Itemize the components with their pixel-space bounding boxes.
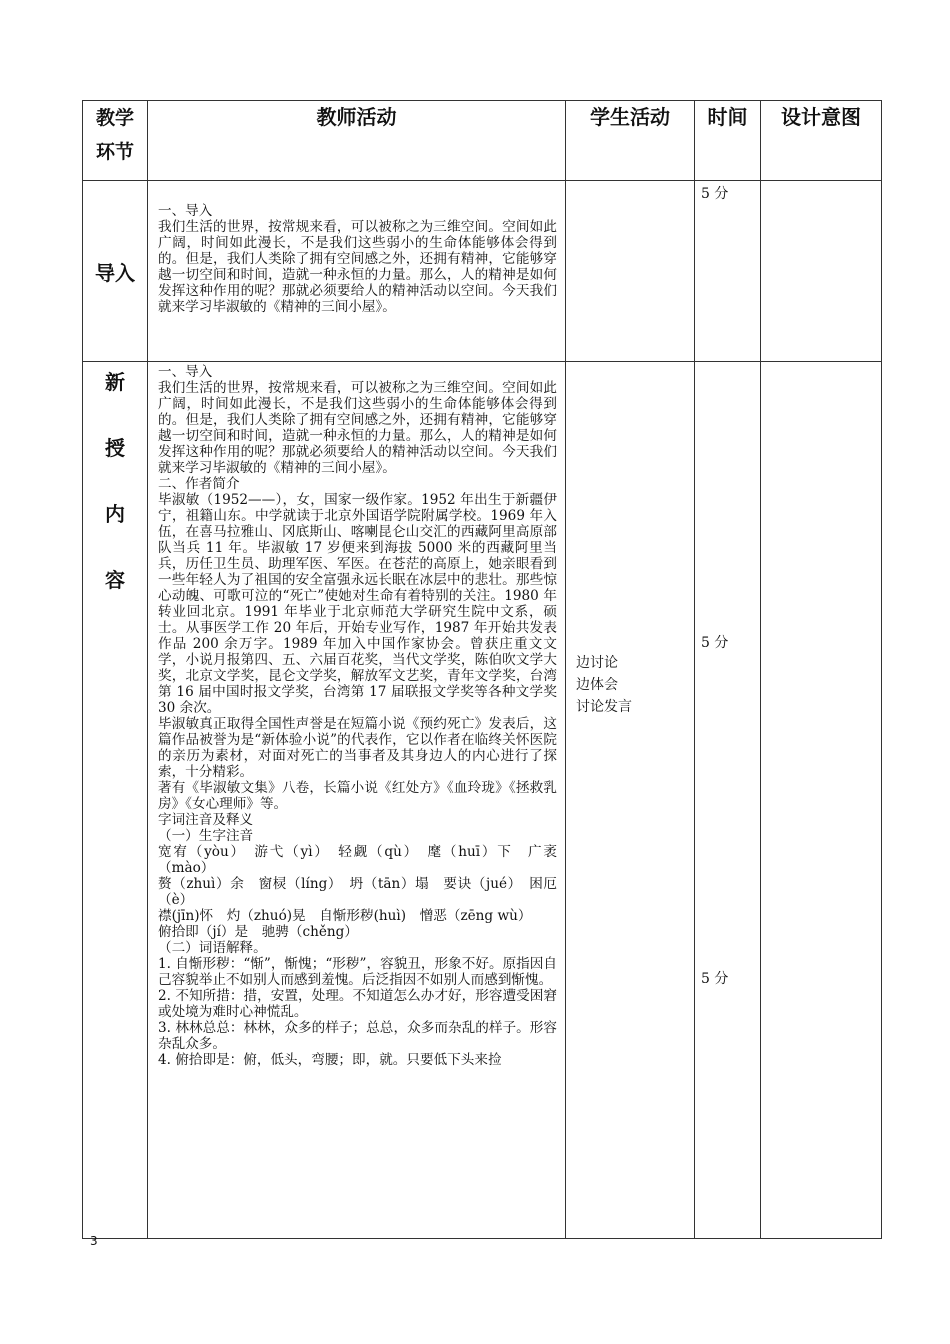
stage-intro: 导入 bbox=[83, 181, 148, 362]
paragraph: 著有《毕淑敏文集》八卷，长篇小说《红处方》《血玲珑》《拯救乳房》《女心理师》等。 bbox=[158, 780, 557, 812]
section-heading: 字词注音及释义 bbox=[158, 812, 254, 828]
definition-item: 3. 林林总总：林林，众多的样子；总总，众多而杂乱的样子。形容杂乱众多。 bbox=[158, 1020, 557, 1052]
student-activity-item: 讨论发言 bbox=[576, 699, 632, 715]
student-activity-list bbox=[576, 652, 632, 718]
paragraph: 毕淑敏（1952——），女，国家一级作家。1952 年出生于新疆伊宁，祖籍山东。中学就读于北京外国语学院附属学校。1969 年入伍，在喜马拉雅山、冈底斯山、喀喇昆仑山交汇的西藏阿里高原部队当兵 11 年。毕淑敏 17 岁便来到海拔 5000 米的西藏阿里当兵，历任卫生员、助理军医、军医。在苍茫的高原上，她亲眼看到一些年轻人为了祖国的安全富强永远长眠在冰层中的悲壮。那些惊心动魄、可歌可泣的“死亡”使她对生命有着特别的关注。1980 年转业回北京。1991 年毕业于北京师范大学研究生院中文系，硕士。从事医学工作 20 年后，开始专业写作，1987 年开始共发表作品 200 余万字。1989 年加入中国作家协会。曾获庄重文文学，小说月报第四、五、六届百花奖，当代文学奖，陈伯吹文学大奖，北京文学奖，昆仑文学奖，解放军文艺奖，青年文学奖，台湾第 16 届中国时报文学奖，台湾第 17 届联报文学奖等各种文学奖 30 余次。 bbox=[158, 492, 557, 716]
time-value: 5 分 bbox=[701, 971, 729, 987]
intro-student-activity bbox=[566, 181, 695, 362]
definition-item: 2. 不知所措：措，安置，处理。不知道怎么办才好，形容遭受困窘或处境为难时心神慌乱。 bbox=[158, 988, 557, 1020]
new-teacher-activity bbox=[148, 362, 566, 1239]
header-design-intent: 设计意图 bbox=[761, 101, 882, 181]
table-row-new-content bbox=[83, 362, 882, 1239]
lesson-plan-table bbox=[82, 100, 882, 1239]
header-student-activity: 学生活动 bbox=[566, 101, 695, 181]
section-heading: 一、导入 bbox=[158, 364, 213, 380]
subsection-heading: （二）词语解释。 bbox=[158, 940, 267, 956]
header-time: 时间 bbox=[695, 101, 761, 181]
stage-char: 内 bbox=[105, 502, 125, 526]
definition-item: 1. 自惭形秽：“惭”，惭愧；“形秽”，容貌丑，形象不好。原指因自己容貌举止不如别人而感到羞愧。后泛指因不如别人而感到惭愧。 bbox=[158, 956, 557, 988]
time-value: 5 分 bbox=[701, 635, 729, 651]
student-activity-item: 边讨论 bbox=[576, 655, 618, 671]
stage-char: 授 bbox=[105, 436, 125, 460]
student-activity-item: 边体会 bbox=[576, 677, 618, 693]
section-heading: 二、作者简介 bbox=[158, 476, 240, 492]
intro-paragraph: 我们生活的世界，按常规来看，可以被称之为三维空间。空间如此广阔，时间如此漫长，不是我们这些弱小的生命体能够体会得到的。但是，我们人类除了拥有空间感之外，还拥有精神，它能够穿越一切空间和时间，造就一种永恒的力量。那么，人的精神是如何发挥这种作用的呢？那就必须要给人的精神活动以空间。今天我们就来学习毕淑敏的《精神的三间小屋》。 bbox=[158, 219, 557, 315]
table-header-row bbox=[83, 101, 882, 181]
new-design-intent bbox=[761, 362, 882, 1239]
intro-teacher-activity bbox=[148, 181, 566, 362]
definition-item: 4. 俯拾即是：俯，低头，弯腰；即，就。只要低下头来捡 bbox=[158, 1052, 502, 1068]
stage-char: 新 bbox=[105, 370, 125, 394]
header-teaching-stage: 教学 环节 bbox=[83, 101, 148, 181]
subsection-heading: （一）生字注音 bbox=[158, 828, 254, 844]
intro-time: 5 分 bbox=[695, 181, 761, 362]
table-row-intro bbox=[83, 181, 882, 362]
intro-design-intent bbox=[761, 181, 882, 362]
paragraph: 我们生活的世界，按常规来看，可以被称之为三维空间。空间如此广阔，时间如此漫长，不是我们这些弱小的生命体能够体会得到的。但是，我们人类除了拥有空间感之外，还拥有精神，它能够穿越一切空间和时间，造就一种永恒的力量。那么，人的精神是如何发挥这种作用的呢？那就必须要给人的精神活动以空间。今天我们就来学习毕淑敏的《精神的三间小屋》。 bbox=[158, 380, 557, 476]
pinyin-line: 宽宥（yòu） 游弋（yì） 轻觑（qù） 麾（huī）下 广袤（mào） bbox=[158, 844, 557, 876]
header-teacher-activity: 教师活动 bbox=[148, 101, 566, 181]
new-time bbox=[695, 362, 761, 1239]
new-student-activity bbox=[566, 362, 695, 1239]
intro-heading: 一、导入 bbox=[158, 203, 213, 219]
pinyin-line: 襟(jīn)怀 灼（zhuó)晃 自惭形秽(huì) 憎恶（zēng wù） bbox=[158, 908, 532, 924]
stage-new-content bbox=[83, 362, 148, 1239]
teacher-text-block bbox=[158, 364, 557, 1230]
paragraph: 毕淑敏真正取得全国性声誉是在短篇小说《预约死亡》发表后，这篇作品被誉为是“新体验小说”的代表作，它以作者在临终关怀医院的亲历为素材，对面对死亡的当事者及其身边人的内心进行了探索，十分精彩。 bbox=[158, 716, 557, 780]
pinyin-line: 赘（zhuì）余 窗棂（líng） 坍（tān）塌 要诀（jué） 困厄（è） bbox=[158, 876, 557, 908]
stage-char: 容 bbox=[105, 568, 125, 592]
pinyin-line: 俯拾即（jí）是 驰骋（chěng） bbox=[158, 924, 358, 940]
page-number: 3 bbox=[90, 1234, 98, 1248]
